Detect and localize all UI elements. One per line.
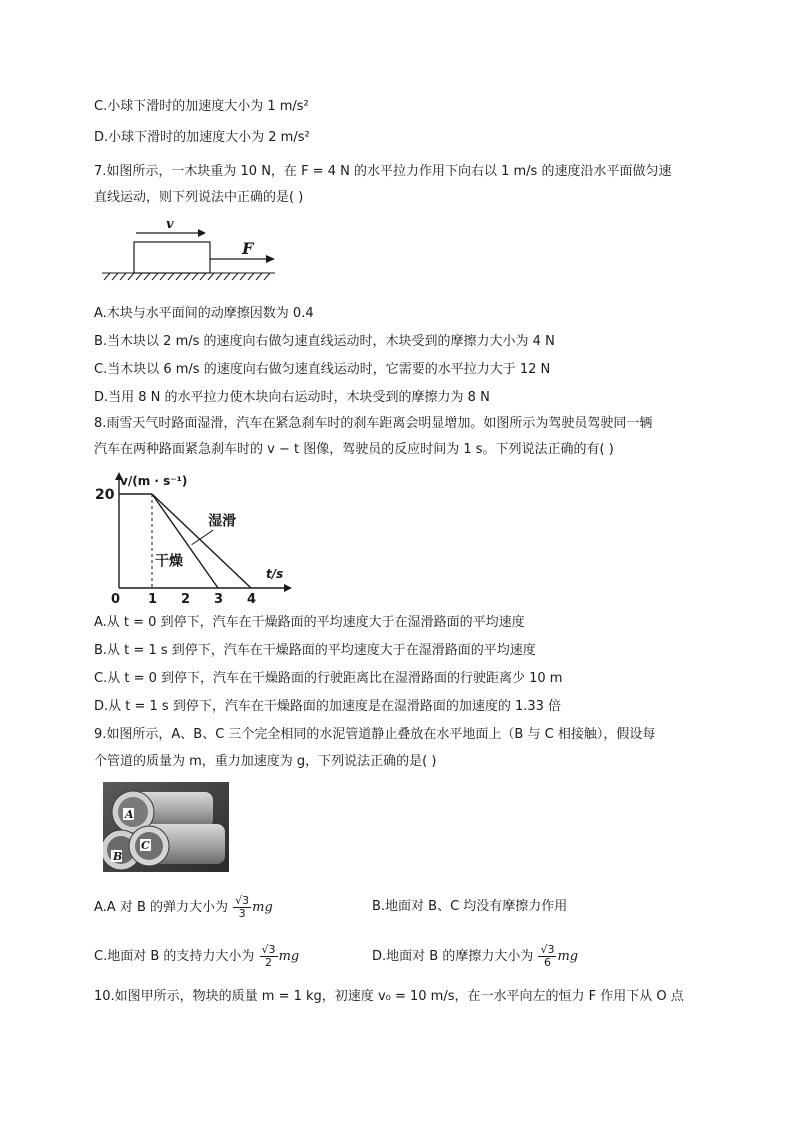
q6-option-d: D.小球下滑时的加速度大小为 2 m/s² — [94, 130, 310, 145]
q9-stem-line1: 9.如图所示，A、B、C 三个完全相同的水泥管道静止叠放在水平地面上（B 与 C 相接触），假设每 — [94, 727, 656, 742]
velocity-arrowhead — [198, 229, 206, 237]
q9c-unit: mg — [278, 949, 300, 964]
q9a-text: A.A 对 B 的弹力大小为 — [94, 900, 229, 915]
q8-option-c: C.从 t = 0 到停下，汽车在干燥路面的行驶距离比在湿滑路面的行驶距离少 10 m — [94, 671, 563, 686]
x-tick-label: 1 — [148, 592, 158, 607]
q8-option-d: D.从 t = 1 s 到停下，汽车在干燥路面的加速度是在湿滑路面的加速度的 1.33 倍 — [94, 699, 562, 714]
x-tick-label: 4 — [247, 592, 257, 607]
q9a-fraction: $\frac{√3}{3}$ — [235, 894, 250, 920]
q8-option-b: B.从 t = 1 s 到停下，汽车在干燥路面的平均速度大于在湿滑路面的平均速度 — [94, 643, 536, 658]
x-axis-label: t/s — [266, 567, 284, 581]
q7-block-figure — [100, 215, 280, 287]
q9-pipes-photo — [103, 782, 229, 872]
x-axis-arrowhead — [284, 584, 292, 592]
q10-stem-line1: 10.如图甲所示，物块的质量 m = 1 kg，初速度 v₀ = 10 m/s，在一水平向左的恒力 F 作用下从 O 点 — [94, 989, 684, 1004]
velocity-label: v — [166, 217, 174, 232]
label-a: A — [125, 808, 134, 821]
x-tick-label: 0 — [111, 592, 121, 607]
q9c-fraction: $\frac{√3}{2}$ — [261, 943, 276, 969]
q9d-fraction: $\frac{√3}{6}$ — [540, 943, 555, 969]
force-label: F — [242, 239, 254, 258]
annotation-wet: 湿滑 — [208, 513, 237, 530]
q7-option-a: A.木块与水平面间的动摩擦因数为 0.4 — [94, 306, 314, 321]
y-axis-label: v/(m · s⁻¹) — [120, 474, 188, 488]
q9c-text: C.地面对 B 的支持力大小为 — [94, 949, 255, 964]
q8-stem-line1: 8.雨雪天气时路面湿滑，汽车在紧急刹车时的刹车距离会明显增加。如图所示为驾驶员驾驶同一辆 — [94, 416, 653, 431]
y-tick-label: 20 — [95, 487, 115, 503]
q8-vt-chart — [94, 470, 294, 608]
q7-option-d: D.当用 8 N 的水平拉力使木块向右运动时，木块受到的摩擦力为 8 N — [94, 390, 490, 405]
q9-option-a — [94, 895, 273, 920]
q7-stem-line1: 7.如图所示，一木块重为 10 N，在 F = 4 N 的水平拉力作用下向右以 1 m/s 的速度沿水平面做匀速 — [94, 164, 672, 179]
q9a-unit: mg — [252, 900, 273, 915]
wooden-block — [134, 242, 210, 273]
q6-option-c: C.小球下滑时的加速度大小为 1 m/s² — [94, 99, 309, 114]
q9-option-c — [94, 944, 299, 969]
series-dry-segment — [152, 494, 218, 588]
annotation-dry: 干燥 — [155, 553, 183, 570]
force-arrowhead — [266, 255, 275, 263]
q7-stem-line2: 直线运动，则下列说法中正确的是( ) — [94, 190, 304, 205]
q8-stem-line2: 汽车在两种路面紧急刹车时的 v − t 图像，驾驶员的反应时间为 1 s。下列说法正确的有( ) — [94, 442, 614, 457]
ground-hatch — [102, 273, 275, 280]
q8-option-a: A.从 t = 0 到停下，汽车在干燥路面的平均速度大于在湿滑路面的平均速度 — [94, 615, 525, 630]
q9d-unit: mg — [557, 949, 579, 964]
q9-option-d — [372, 944, 578, 969]
q9-option-b: B.地面对 B、C 均没有摩擦力作用 — [372, 899, 568, 914]
label-c: C — [141, 839, 150, 852]
x-tick-label: 3 — [214, 592, 224, 607]
q7-option-c: C.当木块以 6 m/s 的速度向右做匀速直线运动时，它需要的水平拉力大于 12 N — [94, 362, 551, 377]
series-wet-segment — [152, 494, 251, 588]
q9d-text: D.地面对 B 的摩擦力大小为 — [372, 949, 534, 964]
q9-stem-line2: 个管道的质量为 m，重力加速度为 g，下列说法正确的是( ) — [94, 754, 437, 769]
q7-option-b: B.当木块以 2 m/s 的速度向右做匀速直线运动时，木块受到的摩擦力大小为 4 N — [94, 334, 555, 349]
label-b: B — [113, 850, 123, 863]
x-tick-label: 2 — [181, 592, 191, 607]
